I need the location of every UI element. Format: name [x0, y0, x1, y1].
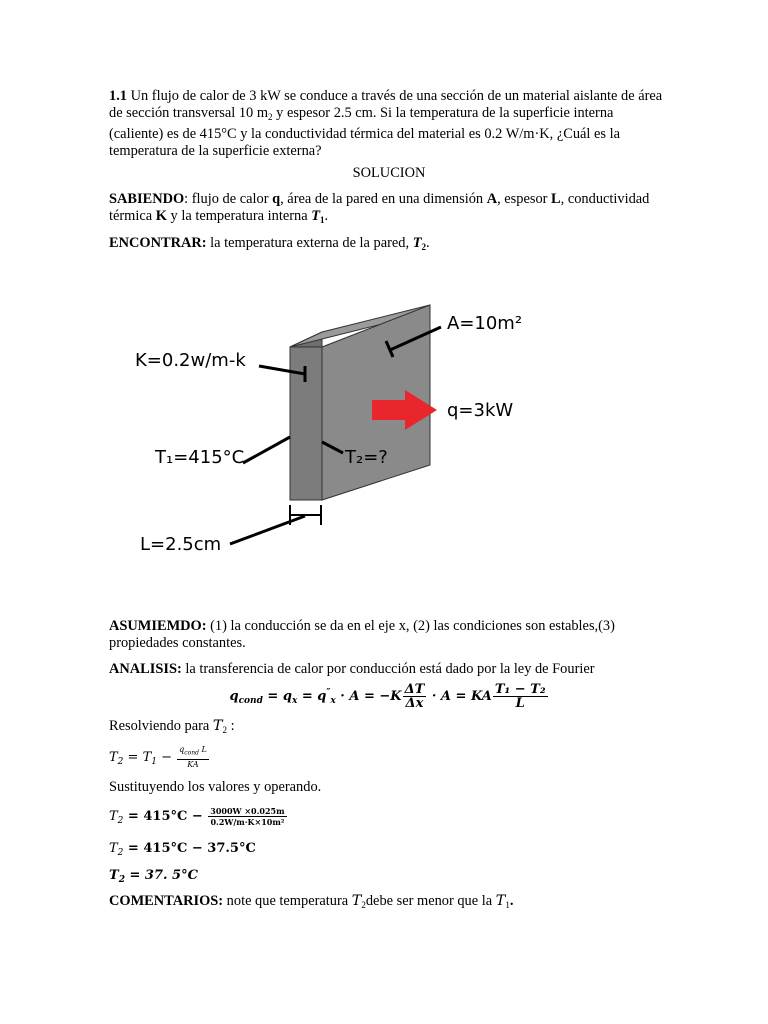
t2-label: T₂=?	[345, 447, 388, 468]
asumiendo-text: (1) la conducción se da en el eje x, (2) las condiciones son estables,(3) propiedades constantes.	[109, 618, 615, 651]
problem-text-2: y espesor 2.5 cm. Si la temperatura de la superficie interna (caliente) es de 415°C y la conductividad térmica del material es 0.2 W/m·K, ¿Cuál es la temperatura de la superficie externa?	[109, 105, 620, 159]
eq2-num-l: L	[198, 745, 207, 755]
eq2-num-cond: cond	[184, 749, 199, 757]
problem-text-1: Un flujo de calor de 3 kW se conduce a través de una sección de un material aislante de área de sección transversal 10 m	[109, 88, 663, 121]
sabiendo-text: , área de la pared en una dimensión	[280, 191, 487, 207]
sabiendo-l: L	[551, 191, 561, 207]
equation-solved	[109, 744, 669, 776]
encontrar-text: la temperatura externa de la pared,	[206, 235, 413, 251]
comentarios-label: COMENTARIOS:	[109, 893, 224, 909]
eq-double-prime: ″	[326, 688, 331, 698]
resolviendo-sub: 2	[222, 725, 228, 735]
fourier-equation	[109, 678, 669, 716]
eq2-minus: −	[156, 750, 177, 765]
equation-result	[109, 867, 669, 889]
sabiendo-t-sub: 1	[320, 215, 325, 225]
sabiendo-text: , espesor	[497, 191, 552, 207]
eq4-t: T	[109, 841, 118, 856]
sabiendo-end: .	[324, 208, 329, 224]
conductivity-label: K=0.2w/m-k	[135, 350, 246, 371]
comentarios-t2: T	[351, 893, 362, 909]
eq2-den: KA	[187, 759, 199, 769]
sustituyendo-line: Sustituyendo los valores y operando.	[109, 779, 322, 795]
asumiendo-label: ASUMIEMDO:	[109, 618, 207, 634]
eq5-t: T	[109, 868, 119, 883]
comentarios-paragraph	[109, 893, 669, 914]
eq2-t-sub: 2	[117, 757, 124, 767]
eq-mid: · A = −K	[335, 689, 402, 704]
comentarios-t1-sub: 1	[505, 900, 510, 910]
eq-qx: q	[282, 689, 292, 704]
eq2-num-q: q	[179, 745, 185, 755]
encontrar-t: T	[412, 235, 422, 251]
eq-xs: x	[330, 696, 336, 706]
sabiendo-text: , conductividad térmica	[109, 191, 650, 224]
t1-label: T₁=415°C	[155, 447, 245, 468]
encontrar-label: ENCONTRAR:	[109, 235, 207, 251]
eq3-den: 0.2W/m·K×10m²	[210, 817, 285, 827]
eq-cond: cond	[238, 696, 263, 706]
equation-intermediate	[109, 840, 669, 862]
eq4-rhs: = 415°C − 37.5°C	[123, 841, 256, 856]
analisis-label: ANALISIS:	[109, 661, 182, 677]
eq-fraction-dt-dx	[403, 683, 427, 710]
t1-leader-line	[243, 437, 290, 463]
eq-mid2: · A = KA	[427, 689, 492, 704]
analisis-text: la transferencia de calor por conducción está dado por la ley de Fourier	[181, 661, 595, 677]
sabiendo-text: y la temperatura interna	[166, 208, 312, 224]
sabiendo-k: K	[155, 208, 167, 224]
eq-x: x	[291, 696, 298, 706]
resolviendo-t: T	[212, 718, 223, 734]
sabiendo-t: T	[311, 208, 320, 224]
sabiendo-a: A	[486, 191, 498, 207]
comentarios-text2: debe ser menor que la	[365, 893, 496, 909]
eq-temps-num: T₁ − T₂	[494, 682, 546, 697]
heat-flow-label: q=3kW	[447, 400, 514, 421]
eq-fraction-temps	[493, 683, 548, 710]
eq-equals: =	[297, 689, 318, 704]
eq4-t-sub: 2	[117, 848, 124, 858]
eq2-t: T	[109, 750, 118, 765]
eq3-t: T	[109, 809, 118, 824]
thickness-label: L=2.5cm	[140, 534, 222, 555]
comentarios-text: note que temperatura	[223, 893, 352, 909]
solution-title: SOLUCION	[352, 165, 426, 181]
resolviendo-text: Resolviendo para	[109, 718, 213, 734]
eq2-num	[177, 745, 209, 760]
comentarios-t1: T	[495, 893, 506, 909]
eq5-t-sub: 2	[118, 875, 125, 885]
eq-temps-den: L	[515, 696, 525, 711]
sabiendo-q: q	[272, 191, 281, 207]
eq3-fraction	[208, 806, 286, 827]
eq-dt: ΔT	[404, 682, 425, 697]
eq5-rhs: = 37. 5°C	[124, 868, 198, 883]
resolviendo-end: :	[227, 718, 235, 734]
eq2-mid: = T	[123, 750, 152, 765]
sabiendo-text: : flujo de calor	[184, 191, 273, 207]
eq-dx: Δx	[405, 696, 424, 711]
eq3-rhs: = 415°C −	[123, 809, 208, 824]
analisis-paragraph	[109, 661, 669, 678]
encontrar-end: .	[426, 235, 430, 251]
encontrar-t-sub: 2	[421, 242, 426, 252]
eq-qpp: q	[317, 689, 327, 704]
eq2-fraction	[177, 745, 209, 770]
equation-substituted	[109, 803, 669, 835]
area-label: A=10m²	[447, 313, 523, 334]
comentarios-end: .	[509, 893, 514, 909]
asumiendo-paragraph	[109, 618, 669, 652]
problem-number: 1.1	[109, 88, 127, 104]
eq-equals: =	[262, 689, 283, 704]
eq3-num: 3000W ×0.025m	[210, 806, 285, 816]
problem-area-exponent: 2	[268, 112, 273, 122]
sabiendo-label: SABIENDO	[109, 191, 185, 207]
eq2-t1-sub: 1	[151, 757, 157, 767]
comentarios-t2-sub: 2	[361, 900, 366, 910]
resolviendo-line	[109, 718, 669, 739]
eq3-t-sub: 2	[117, 816, 124, 826]
eq-q: q	[229, 689, 239, 704]
l-leader-line	[230, 516, 305, 544]
